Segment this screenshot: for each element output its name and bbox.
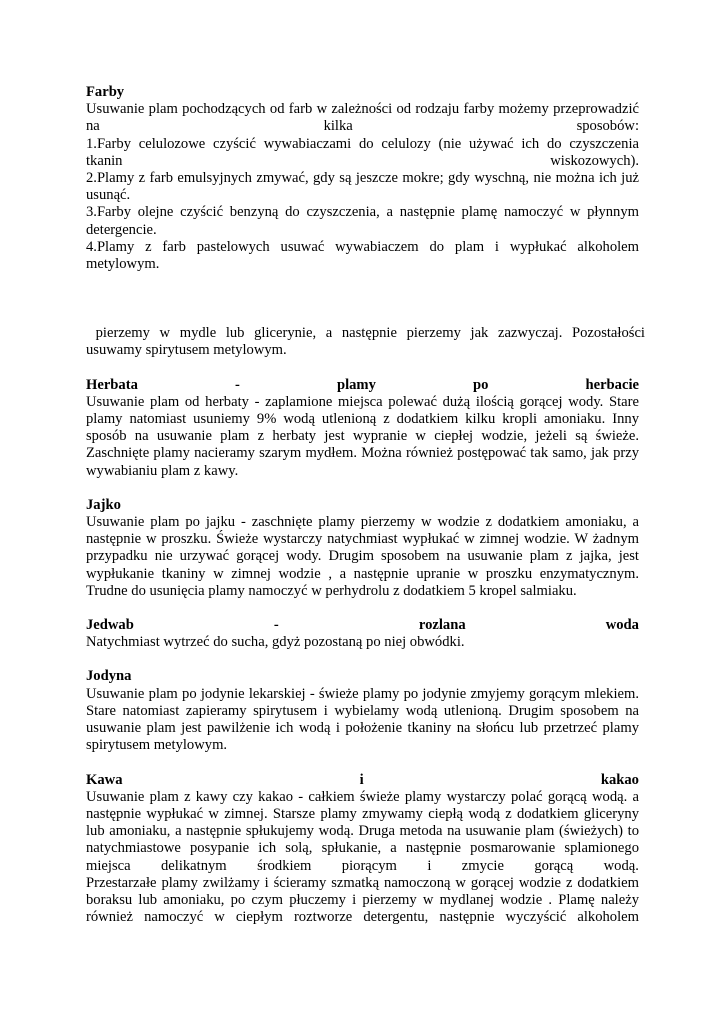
text-line (86, 892, 639, 909)
spacer (86, 360, 639, 377)
section-jajko (86, 497, 639, 600)
title-part: woda (605, 617, 639, 634)
text-segment: Usuwanie plam od herbaty - zaplamione miejsca polewać dużą ilością gorącej wody. Stare (86, 393, 639, 410)
text-segment: i (427, 857, 432, 874)
title-part: - (234, 376, 240, 393)
text-segment: piorącym (341, 857, 397, 874)
spacer (86, 480, 639, 497)
section-fragment (86, 325, 645, 359)
text-line (86, 445, 639, 462)
text-line (86, 394, 639, 411)
text-line: metylowym. (86, 256, 160, 273)
text-line (86, 720, 639, 737)
spacer (86, 651, 639, 668)
title-part: po (472, 376, 489, 393)
spacer (86, 755, 639, 772)
text-line (86, 686, 639, 703)
text-segment: pierzemy w mydle lub glicerynie, a następnie pierzemy jak zazwyczaj. Pozostałości (86, 325, 645, 342)
text-line (86, 153, 639, 170)
text-line (86, 101, 639, 118)
text-line (86, 170, 639, 187)
text-segment: tkanin (86, 152, 123, 169)
text-segment: boraksu lub amoniaku, po czym płuczemy i pierzemy w mydlanej wodzie . Plamę należy (86, 891, 639, 908)
section-title: Jodyna (86, 668, 132, 685)
text-line (86, 823, 639, 840)
text-line (86, 858, 639, 875)
section-jedwab (86, 617, 639, 651)
text-segment: wiskozowych). (550, 152, 639, 169)
text-segment: następnie w proszku. Świeże wystarczy natychmiast wypłukać w zimnej wodzie. W żadnym (86, 531, 639, 548)
text-segment: na (86, 118, 100, 135)
text-segment: 2.Plamy z farb emulsyjnych zmywać, gdy są jeszcze mokre; gdy wyschną, nie można ich już (86, 170, 639, 187)
spacer (86, 600, 639, 617)
text-line: usunąć. (86, 187, 131, 204)
section-title: Jajko (86, 496, 121, 513)
title-part: herbacie (585, 376, 639, 393)
text-segment: wodą. (603, 857, 639, 874)
title-part: kakao (600, 771, 639, 788)
text-line (86, 514, 639, 531)
title-part: Herbata (86, 376, 138, 393)
text-segment: Usuwanie plam po jodynie lekarskiej - świeże plamy po jodynie zmyjemy gorącym mlekiem. (86, 685, 639, 702)
text-segment: przypadku nie urzywać gorącej wody. Drugim sposobem na usuwanie plam z jajka, jest (86, 548, 639, 565)
section-title: Farby (86, 84, 125, 100)
section-kawa (86, 772, 639, 927)
text-segment: następnie wypłukać w zimnej. Starsze plamy zmywamy ciepłą wodą z dodatkiem gliceryny (86, 805, 639, 822)
text-segment: sposób na usuwanie plam z herbaty jest wypranie w ciepłej wodzie, jeżeli są świeże. (86, 428, 639, 445)
text-segment: wypłukanie tkaniny w zimnej wodzie , a następnie upranie w proszku enzymatycznym. (86, 565, 639, 582)
text-segment: Stare natomiast zapieramy spirytusem i wybielamy wodą utlenioną. Drugim sposobem na (86, 702, 639, 719)
text-line (86, 411, 639, 428)
title-part: i (359, 771, 364, 788)
title-part: Jedwab (86, 617, 134, 634)
text-segment: kilka (323, 118, 353, 135)
text-line: wywabianiu plam z kawy. (86, 462, 239, 479)
text-line (86, 239, 639, 256)
text-line: spirytusem metylowym. (86, 737, 228, 754)
section-title (86, 377, 639, 394)
text-segment: Usuwanie plam z kawy czy kakao - całkiem świeże plamy wystarczy polać gorącą wodą. a (86, 788, 639, 805)
section-herbata (86, 377, 639, 480)
text-line (86, 789, 639, 806)
text-line (86, 325, 645, 342)
text-line: usuwamy spirytusem metylowym. (86, 342, 287, 359)
text-line (86, 840, 639, 857)
text-segment: plamy natomiast usuniemy 9% wodą utlenioną z dodatkiem kilku kropli amoniaku. Inny (86, 411, 639, 428)
spacer (86, 273, 639, 325)
text-segment: środkiem (257, 857, 312, 874)
text-segment: lub amoniaku, a następnie spłukujemy wodą. Druga metoda na usuwanie plam (świeżych) to (86, 823, 639, 840)
title-part: rozlana (418, 617, 466, 634)
text-segment: 3.Farby olejne czyścić benzyną do czyszczenia, a następnie plamę namoczyć w płynnym (86, 204, 639, 221)
text-line (86, 428, 639, 445)
title-part: Kawa (86, 771, 123, 788)
text-line: Trudne do usunięcia plamy namoczyć w perhydrolu z dodatkiem 5 kropel salmiaku. (86, 582, 577, 599)
text-line (86, 806, 639, 823)
text-segment: gorącą (534, 857, 574, 874)
text-line (86, 136, 639, 153)
title-part: plamy (336, 376, 376, 393)
text-segment: delikatnym (160, 857, 227, 874)
text-segment: Usuwanie plam pochodzących od farb w zależności od rodzaju farby możemy przeprowadzić (86, 101, 639, 118)
text-line (86, 548, 639, 565)
text-line (86, 566, 639, 583)
section-title (86, 772, 639, 789)
section-farby (86, 84, 639, 273)
text-segment: miejsca (86, 857, 131, 874)
text-line (86, 909, 639, 926)
text-line: detergencie. (86, 221, 157, 238)
text-segment: natychmiastowe posypanie ich solą, spłukanie, a następnie posmarowanie splamionego (86, 840, 639, 857)
title-part: - (273, 617, 279, 634)
text-segment: zmycie (461, 857, 504, 874)
text-line (86, 531, 639, 548)
text-segment: również namoczyć w ciepłym roztworze detergentu, następnie wyczyścić alkoholem (86, 909, 639, 926)
text-line (86, 703, 639, 720)
section-jodyna (86, 668, 639, 754)
text-line (86, 204, 639, 221)
text-segment: 4.Plamy z farb pastelowych usuwać wywabiaczem do plam i wypłukać alkoholem (86, 238, 639, 255)
text-line: Natychmiast wytrzeć do sucha, gdyż pozostaną po niej obwódki. (86, 634, 465, 651)
section-title (86, 617, 639, 634)
text-segment: usuwanie plam jest pawilżenie ich wodą i położenie tkaniny na słońcu lub przetrzeć plamy (86, 720, 639, 737)
text-segment: Usuwanie plam po jajku - zaschnięte plamy pierzemy w wodzie z dodatkiem amoniaku, a (86, 514, 639, 531)
text-line (86, 875, 639, 892)
text-segment: sposobów: (576, 118, 639, 135)
document-page (86, 84, 645, 926)
text-segment: Przestarzałe plamy zwilżamy i ścieramy szmatką namoczoną w gorącej wodzie z dodatkiem (86, 874, 639, 891)
text-segment: Zaschnięte plamy nacieramy szarym mydłem. Można również postępować tak samo, jak przy (86, 445, 639, 462)
text-segment: 1.Farby celulozowe czyścić wywabiaczami do celulozy (nie używać ich do czyszczenia (86, 135, 639, 152)
text-line (86, 118, 639, 135)
